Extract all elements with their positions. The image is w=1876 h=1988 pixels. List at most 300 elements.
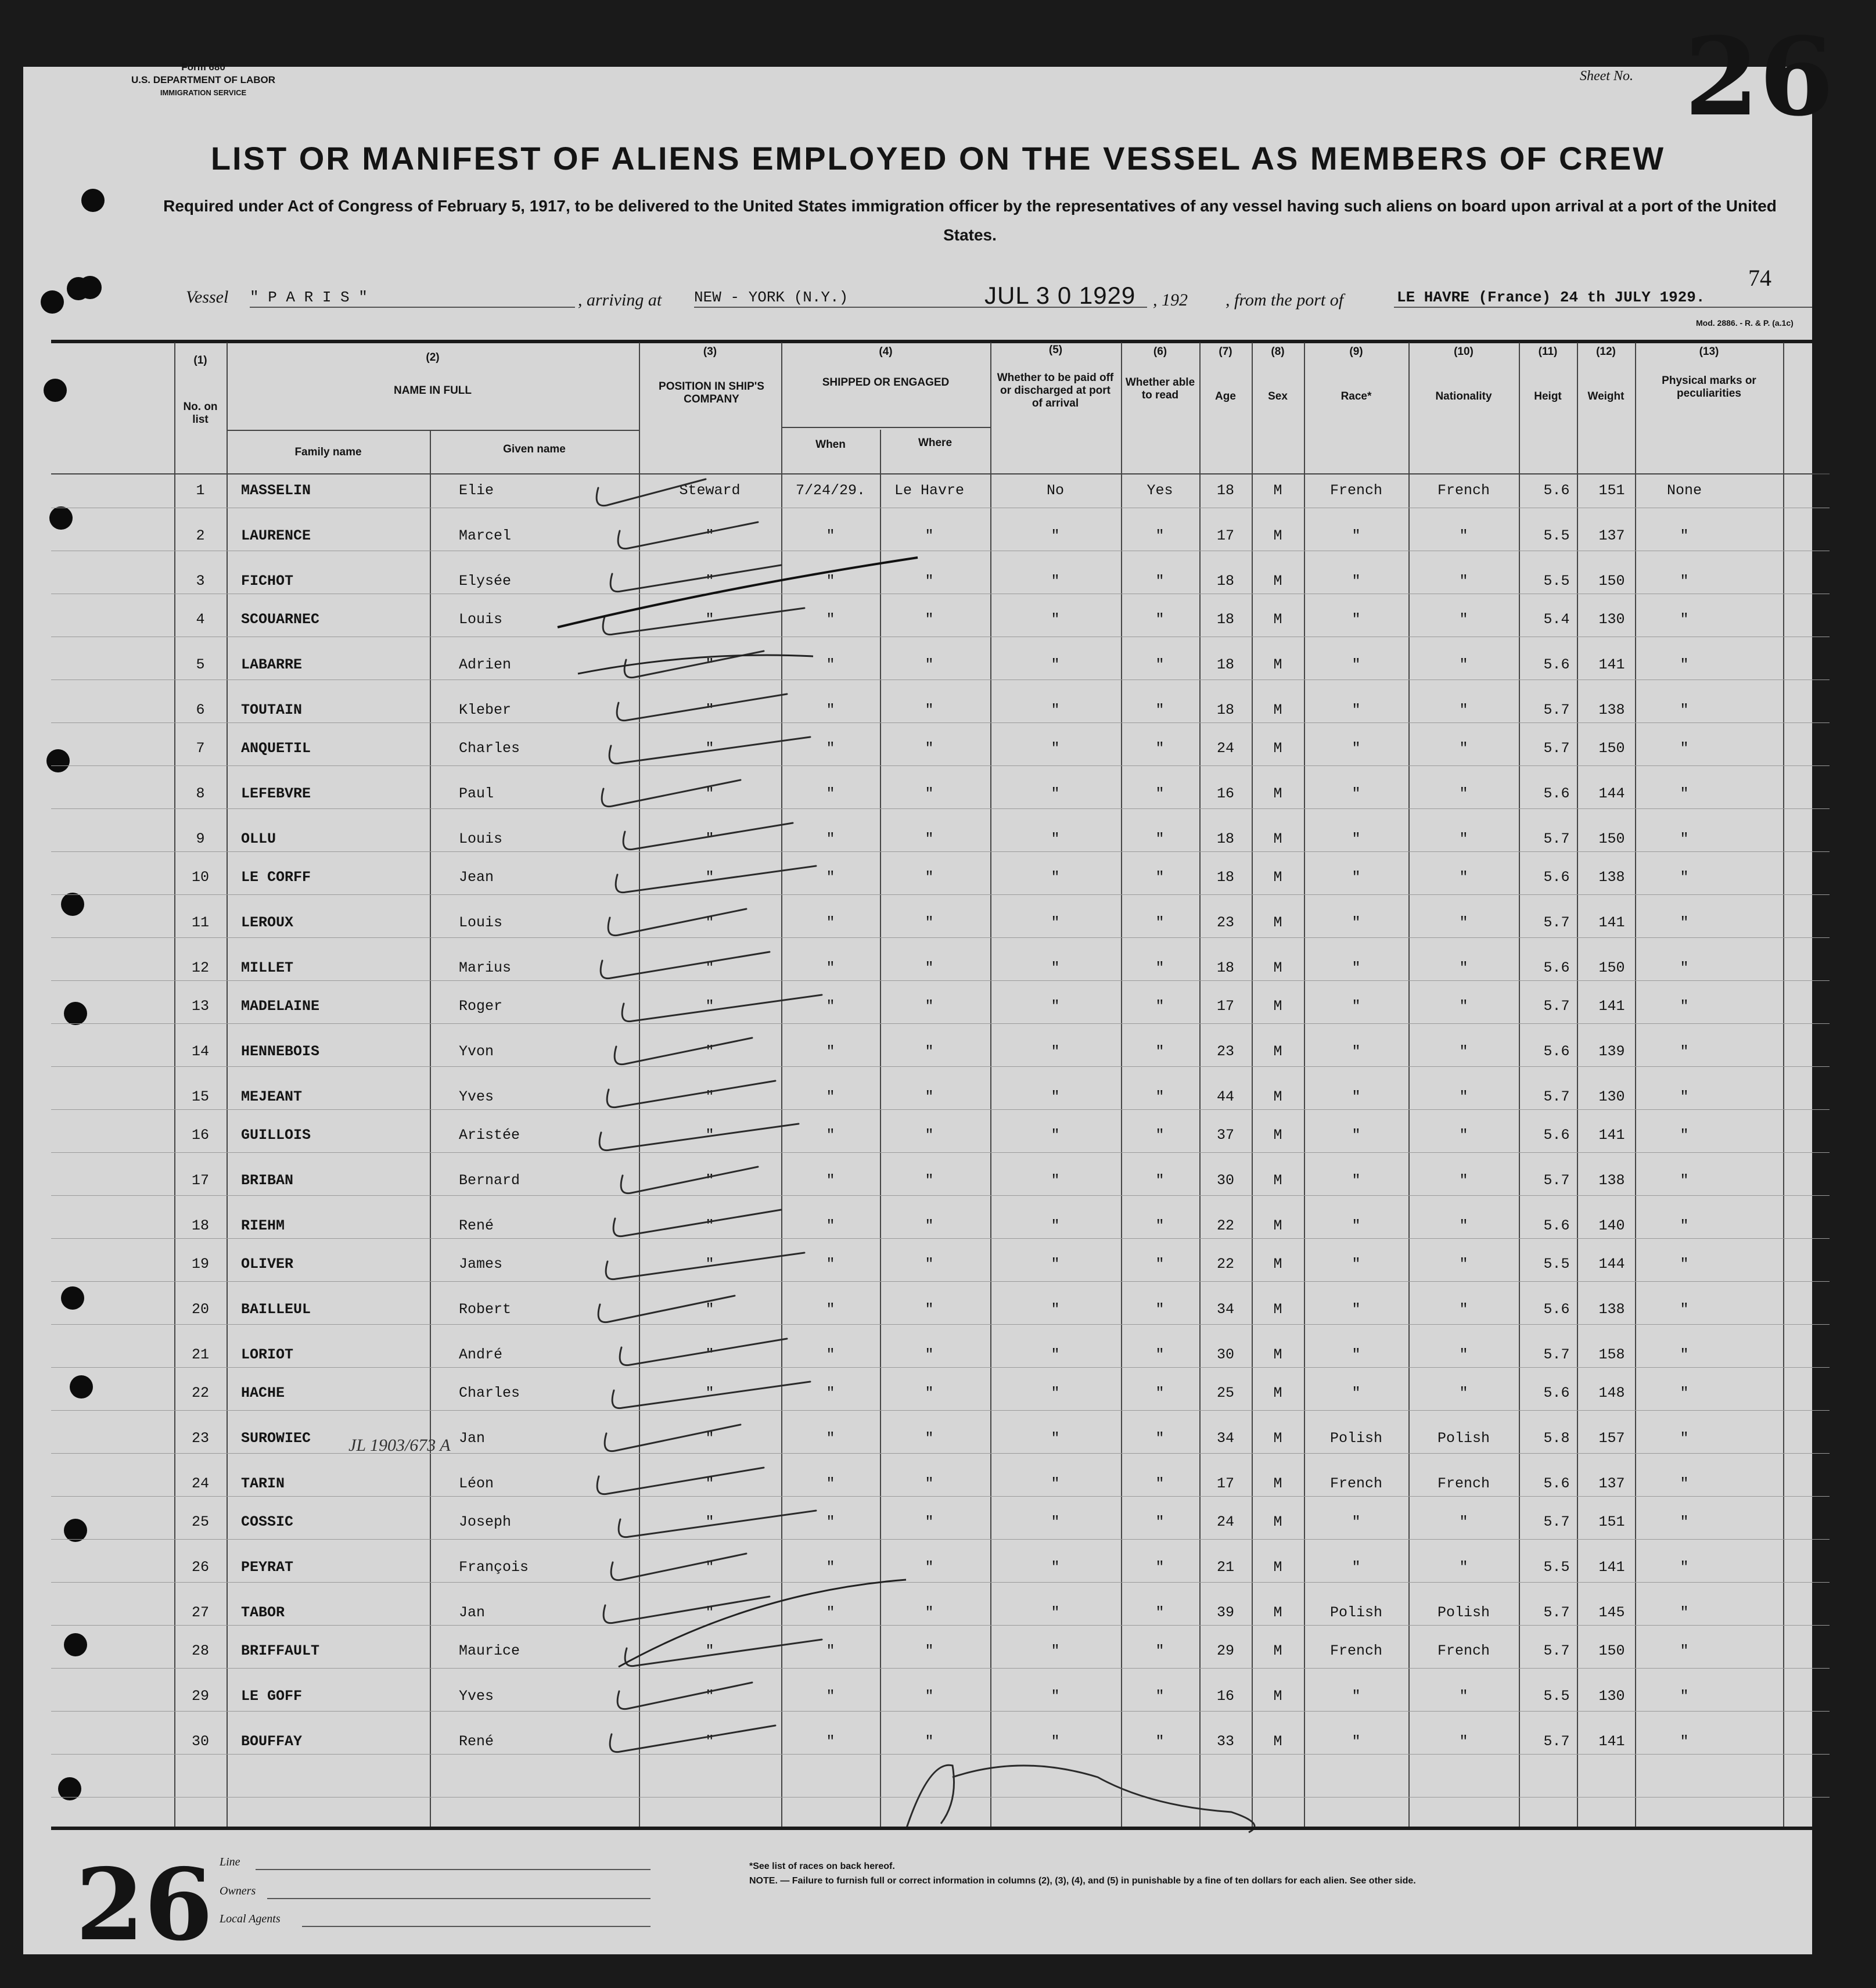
ditto-mark: " bbox=[1051, 1475, 1060, 1492]
cell-no: 24 bbox=[191, 1475, 209, 1492]
cell-race: Polish bbox=[1329, 1430, 1382, 1447]
ditto-mark: " bbox=[1459, 527, 1468, 544]
ditto-mark: " bbox=[1459, 1217, 1468, 1234]
arriving-label: , arriving at bbox=[578, 290, 662, 310]
ditto-mark: " bbox=[1459, 1688, 1468, 1705]
table-bottom-rule bbox=[51, 1827, 1830, 1830]
ditto-mark: " bbox=[826, 1217, 835, 1234]
ditto-mark: " bbox=[1352, 998, 1361, 1015]
cell-height: 5.6 bbox=[1543, 1385, 1570, 1401]
cell-sex: M bbox=[1273, 785, 1282, 802]
col-nationality-header: Nationality bbox=[1435, 390, 1492, 402]
cell-age: 30 bbox=[1216, 1346, 1234, 1363]
cell-height: 5.6 bbox=[1543, 1217, 1570, 1234]
cell-height: 5.7 bbox=[1543, 914, 1570, 931]
ditto-mark: " bbox=[1680, 1604, 1689, 1621]
ditto-mark: " bbox=[1051, 1346, 1060, 1363]
ditto-mark: " bbox=[1051, 1172, 1060, 1189]
ditto-mark: " bbox=[826, 1688, 835, 1705]
ditto-mark: " bbox=[925, 1475, 934, 1492]
cell-sex: M bbox=[1273, 482, 1282, 499]
cell-no: 3 bbox=[196, 573, 205, 589]
cell-family: OLLU bbox=[241, 831, 276, 847]
cell-age: 24 bbox=[1216, 1514, 1234, 1530]
cell-nationality: French bbox=[1437, 482, 1490, 499]
date-stamp: JUL 3 0 1929 bbox=[984, 282, 1136, 309]
cell-given: Yves bbox=[459, 1088, 494, 1105]
cell-height: 5.6 bbox=[1543, 1475, 1570, 1492]
ditto-mark: " bbox=[826, 1346, 835, 1363]
ditto-mark: " bbox=[1155, 831, 1165, 847]
cell-no: 15 bbox=[191, 1088, 209, 1105]
ditto-mark: " bbox=[925, 1559, 934, 1576]
cell-sex: M bbox=[1273, 1514, 1282, 1530]
cell-when: 7/24/29. bbox=[795, 482, 866, 499]
cell-given: André bbox=[459, 1346, 503, 1363]
ditto-mark: " bbox=[1155, 1559, 1165, 1576]
cell-family: MADELAINE bbox=[241, 998, 320, 1015]
cell-weight: 157 bbox=[1598, 1430, 1625, 1447]
cell-family: LEROUX bbox=[241, 914, 294, 931]
cell-sex: M bbox=[1273, 740, 1282, 757]
ditto-mark: " bbox=[925, 573, 934, 589]
cell-no: 21 bbox=[191, 1346, 209, 1363]
cell-age: 18 bbox=[1216, 482, 1234, 499]
ditto-mark: " bbox=[1680, 527, 1689, 544]
form-number: Form 680 bbox=[181, 62, 225, 73]
cell-height: 5.7 bbox=[1543, 1604, 1570, 1621]
cell-weight: 138 bbox=[1598, 702, 1625, 718]
col-position-header: POSITION IN SHIP'S COMPANY bbox=[659, 380, 764, 405]
handwritten-annotation: JL 1903/673 A bbox=[348, 1436, 451, 1455]
cell-no: 1 bbox=[196, 482, 205, 499]
cell-no: 2 bbox=[196, 527, 205, 544]
cell-age: 29 bbox=[1216, 1642, 1234, 1659]
cell-read: Yes bbox=[1147, 482, 1173, 499]
col-race-number: (9) bbox=[1349, 346, 1363, 358]
cell-given: Louis bbox=[459, 914, 503, 931]
cell-weight: 150 bbox=[1598, 831, 1625, 847]
cell-nationality: French bbox=[1437, 1475, 1490, 1492]
from-port: LE HAVRE (France) 24 th JULY 1929. bbox=[1397, 289, 1705, 306]
ditto-mark: " bbox=[1155, 1604, 1165, 1621]
ditto-mark: " bbox=[1155, 1688, 1165, 1705]
list-number: 74 bbox=[1748, 265, 1771, 291]
ditto-mark: " bbox=[1352, 1514, 1361, 1530]
ditto-mark: " bbox=[1155, 740, 1165, 757]
ditto-mark: " bbox=[1459, 998, 1468, 1015]
ditto-mark: " bbox=[1051, 656, 1060, 673]
cell-age: 18 bbox=[1216, 702, 1234, 718]
cell-sex: M bbox=[1273, 1733, 1282, 1750]
cell-weight: 141 bbox=[1598, 656, 1625, 673]
ditto-mark: " bbox=[1459, 656, 1468, 673]
col-paid-number: (5) bbox=[1048, 344, 1063, 356]
cell-age: 33 bbox=[1216, 1733, 1234, 1750]
cell-height: 5.7 bbox=[1543, 1514, 1570, 1530]
cell-no: 22 bbox=[191, 1385, 209, 1401]
ditto-mark: " bbox=[1051, 959, 1060, 976]
ditto-mark: " bbox=[1155, 1043, 1165, 1060]
ditto-mark: " bbox=[1352, 1088, 1361, 1105]
ditto-mark: " bbox=[1155, 1475, 1165, 1492]
ditto-mark: " bbox=[1051, 1043, 1060, 1060]
ditto-mark: " bbox=[925, 1688, 934, 1705]
cell-height: 5.6 bbox=[1543, 1301, 1570, 1318]
ditto-mark: " bbox=[705, 1172, 714, 1189]
ditto-mark: " bbox=[705, 1604, 714, 1621]
cell-sex: M bbox=[1273, 869, 1282, 886]
cell-sex: M bbox=[1273, 1346, 1282, 1363]
cell-given: Bernard bbox=[459, 1172, 520, 1189]
ditto-mark: " bbox=[925, 959, 934, 976]
col-given-header: Given name bbox=[503, 443, 566, 455]
cell-sex: M bbox=[1273, 1385, 1282, 1401]
ditto-mark: " bbox=[1680, 1559, 1689, 1576]
cell-family: RIEHM bbox=[241, 1217, 285, 1234]
cell-age: 17 bbox=[1216, 527, 1234, 544]
ditto-mark: " bbox=[1352, 1385, 1361, 1401]
ditto-mark: " bbox=[1051, 702, 1060, 718]
cell-family: GUILLOIS bbox=[241, 1127, 311, 1144]
cell-no: 30 bbox=[191, 1733, 209, 1750]
ditto-mark: " bbox=[1155, 914, 1165, 931]
cell-given: Joseph bbox=[459, 1514, 512, 1530]
cell-no: 6 bbox=[196, 702, 205, 718]
cell-sex: M bbox=[1273, 1043, 1282, 1060]
ditto-mark: " bbox=[826, 611, 835, 628]
ditto-mark: " bbox=[1051, 1514, 1060, 1530]
ditto-mark: " bbox=[1155, 611, 1165, 628]
ditto-mark: " bbox=[1051, 1430, 1060, 1447]
ditto-mark: " bbox=[826, 959, 835, 976]
ditto-mark: " bbox=[925, 785, 934, 802]
ditto-mark: " bbox=[1680, 1088, 1689, 1105]
cell-age: 30 bbox=[1216, 1172, 1234, 1189]
ditto-mark: " bbox=[1155, 998, 1165, 1015]
cell-sex: M bbox=[1273, 1688, 1282, 1705]
ditto-mark: " bbox=[1051, 869, 1060, 886]
ditto-mark: " bbox=[1352, 1217, 1361, 1234]
col-marks-number: (13) bbox=[1699, 346, 1719, 358]
cell-height: 5.6 bbox=[1543, 1043, 1570, 1060]
cell-height: 5.7 bbox=[1543, 1642, 1570, 1659]
ditto-mark: " bbox=[1459, 959, 1468, 976]
cell-weight: 137 bbox=[1598, 527, 1625, 544]
cell-given: Elysée bbox=[459, 573, 512, 589]
ditto-mark: " bbox=[925, 1604, 934, 1621]
cell-height: 5.6 bbox=[1543, 959, 1570, 976]
ditto-mark: " bbox=[1680, 1172, 1689, 1189]
cell-height: 5.7 bbox=[1543, 1088, 1570, 1105]
ditto-mark: " bbox=[1155, 573, 1165, 589]
ditto-mark: " bbox=[1680, 785, 1689, 802]
race-footnote: *See list of races on back hereof. bbox=[749, 1861, 895, 1871]
cell-given: Jean bbox=[459, 869, 494, 886]
ditto-mark: " bbox=[925, 1514, 934, 1530]
cell-family: LE CORFF bbox=[241, 869, 311, 886]
cell-weight: 148 bbox=[1598, 1385, 1625, 1401]
col-where-header: Where bbox=[918, 437, 953, 449]
ditto-mark: " bbox=[1352, 702, 1361, 718]
ditto-mark: " bbox=[1155, 656, 1165, 673]
cell-given: Marcel bbox=[459, 527, 512, 544]
ditto-mark: " bbox=[925, 1346, 934, 1363]
ditto-mark: " bbox=[1459, 1346, 1468, 1363]
ditto-mark: " bbox=[826, 1430, 835, 1447]
ditto-mark: " bbox=[705, 1514, 714, 1530]
department-name: U.S. DEPARTMENT OF LABOR bbox=[131, 74, 276, 85]
cell-sex: M bbox=[1273, 1559, 1282, 1576]
cell-given: Charles bbox=[459, 1385, 520, 1401]
ditto-mark: " bbox=[826, 1385, 835, 1401]
ditto-mark: " bbox=[1051, 1688, 1060, 1705]
ditto-mark: " bbox=[925, 611, 934, 628]
ditto-mark: " bbox=[1459, 573, 1468, 589]
cell-height: 5.6 bbox=[1543, 482, 1570, 499]
ditto-mark: " bbox=[826, 785, 835, 802]
cell-no: 11 bbox=[191, 914, 209, 931]
ditto-mark: " bbox=[1051, 1217, 1060, 1234]
cell-given: Maurice bbox=[459, 1642, 520, 1659]
ditto-mark: " bbox=[1051, 1642, 1060, 1659]
cell-weight: 130 bbox=[1598, 1688, 1625, 1705]
ditto-mark: " bbox=[705, 831, 714, 847]
cell-family: LABARRE bbox=[241, 656, 303, 673]
cell-given: Charles bbox=[459, 740, 520, 757]
cell-no: 10 bbox=[191, 869, 209, 886]
ditto-mark: " bbox=[1155, 869, 1165, 886]
ditto-mark: " bbox=[826, 573, 835, 589]
ditto-mark: " bbox=[925, 740, 934, 757]
cell-weight: 144 bbox=[1598, 1256, 1625, 1272]
cell-height: 5.6 bbox=[1543, 869, 1570, 886]
cell-weight: 150 bbox=[1598, 573, 1625, 589]
ditto-mark: " bbox=[925, 1172, 934, 1189]
cell-no: 18 bbox=[191, 1217, 209, 1234]
cell-height: 5.7 bbox=[1543, 1733, 1570, 1750]
ditto-mark: " bbox=[705, 1430, 714, 1447]
cell-weight: 140 bbox=[1598, 1217, 1625, 1234]
ditto-mark: " bbox=[925, 869, 934, 886]
local-agents-label: Local Agents bbox=[220, 1912, 281, 1925]
ditto-mark: " bbox=[826, 1127, 835, 1144]
cell-given: Yves bbox=[459, 1688, 494, 1705]
col-family-header: Family name bbox=[294, 446, 362, 458]
ditto-mark: " bbox=[1352, 1559, 1361, 1576]
ditto-mark: " bbox=[826, 1043, 835, 1060]
col-shipped-header: SHIPPED OR ENGAGED bbox=[822, 376, 950, 389]
cell-age: 21 bbox=[1216, 1559, 1234, 1576]
ditto-mark: " bbox=[705, 959, 714, 976]
cell-height: 5.5 bbox=[1543, 1688, 1570, 1705]
ditto-mark: " bbox=[1680, 1127, 1689, 1144]
col-marks-header: Physical marks or peculiarities bbox=[1662, 375, 1756, 400]
ditto-mark: " bbox=[1051, 998, 1060, 1015]
cell-no: 27 bbox=[191, 1604, 209, 1621]
cell-no: 23 bbox=[191, 1430, 209, 1447]
cell-family: MEJEANT bbox=[241, 1088, 303, 1105]
ditto-mark: " bbox=[925, 1043, 934, 1060]
cell-marks: None bbox=[1666, 482, 1702, 499]
ditto-mark: " bbox=[1459, 831, 1468, 847]
cell-given: François bbox=[459, 1559, 529, 1576]
cell-where: Le Havre bbox=[894, 482, 965, 499]
ditto-mark: " bbox=[1352, 1688, 1361, 1705]
cell-age: 18 bbox=[1216, 869, 1234, 886]
ditto-mark: " bbox=[925, 1088, 934, 1105]
cell-given: Léon bbox=[459, 1475, 494, 1492]
ditto-mark: " bbox=[1352, 785, 1361, 802]
cell-given: René bbox=[459, 1217, 494, 1234]
ditto-mark: " bbox=[1155, 1256, 1165, 1272]
cell-age: 25 bbox=[1216, 1385, 1234, 1401]
cell-family: BAILLEUL bbox=[241, 1301, 311, 1318]
cell-nationality: French bbox=[1437, 1642, 1490, 1659]
col-paid-header: Whether to be paid off or discharged at port of arrival bbox=[997, 372, 1114, 409]
cell-weight: 141 bbox=[1598, 998, 1625, 1015]
cell-weight: 158 bbox=[1598, 1346, 1625, 1363]
ditto-mark: " bbox=[925, 527, 934, 544]
ditto-mark: " bbox=[1459, 702, 1468, 718]
cell-family: BRIFFAULT bbox=[241, 1642, 320, 1659]
cell-family: TABOR bbox=[241, 1604, 285, 1621]
ditto-mark: " bbox=[705, 1688, 714, 1705]
ditto-mark: " bbox=[1051, 1301, 1060, 1318]
ditto-mark: " bbox=[705, 1642, 714, 1659]
year-label: , 192 bbox=[1153, 290, 1188, 310]
cell-height: 5.7 bbox=[1543, 1172, 1570, 1189]
ditto-mark: " bbox=[705, 656, 714, 673]
ditto-mark: " bbox=[705, 1346, 714, 1363]
cell-weight: 138 bbox=[1598, 869, 1625, 886]
cell-family: HENNEBOIS bbox=[241, 1043, 320, 1060]
ditto-mark: " bbox=[1051, 611, 1060, 628]
cell-sex: M bbox=[1273, 1127, 1282, 1144]
ditto-mark: " bbox=[1680, 1346, 1689, 1363]
col-race-header: Race* bbox=[1340, 390, 1372, 402]
ditto-mark: " bbox=[1459, 1256, 1468, 1272]
ditto-mark: " bbox=[1680, 998, 1689, 1015]
cell-family: SCOUARNEC bbox=[241, 611, 320, 628]
page-title: LIST OR MANIFEST OF ALIENS EMPLOYED ON THE VESSEL AS MEMBERS OF CREW bbox=[210, 140, 1666, 177]
col-read-header: Whether able to read bbox=[1125, 376, 1195, 401]
ditto-mark: " bbox=[1459, 1172, 1468, 1189]
ditto-mark: " bbox=[1680, 656, 1689, 673]
cell-no: 8 bbox=[196, 785, 205, 802]
cell-age: 17 bbox=[1216, 1475, 1234, 1492]
ditto-mark: " bbox=[925, 1430, 934, 1447]
ditto-mark: " bbox=[1680, 1043, 1689, 1060]
ditto-mark: " bbox=[826, 702, 835, 718]
ditto-mark: " bbox=[1155, 785, 1165, 802]
ditto-mark: " bbox=[925, 1127, 934, 1144]
cell-height: 5.6 bbox=[1543, 656, 1570, 673]
cell-family: TOUTAIN bbox=[241, 702, 303, 718]
ditto-mark: " bbox=[705, 740, 714, 757]
cell-no: 12 bbox=[191, 959, 209, 976]
cell-sex: M bbox=[1273, 959, 1282, 976]
ditto-mark: " bbox=[705, 914, 714, 931]
owners-label: Owners bbox=[220, 1885, 256, 1897]
cell-family: LE GOFF bbox=[241, 1688, 303, 1705]
cell-no: 19 bbox=[191, 1256, 209, 1272]
cell-given: Jan bbox=[459, 1604, 486, 1621]
cell-family: ANQUETIL bbox=[241, 740, 311, 757]
vessel-name: " P A R I S " bbox=[250, 289, 368, 306]
col-no-header: No. on list bbox=[183, 401, 218, 426]
cell-weight: 150 bbox=[1598, 959, 1625, 976]
cell-no: 9 bbox=[196, 831, 205, 847]
ditto-mark: " bbox=[1051, 1604, 1060, 1621]
ditto-mark: " bbox=[705, 1127, 714, 1144]
ditto-mark: " bbox=[1352, 1127, 1361, 1144]
cell-age: 18 bbox=[1216, 831, 1234, 847]
cell-no: 5 bbox=[196, 656, 205, 673]
cell-height: 5.7 bbox=[1543, 998, 1570, 1015]
ditto-mark: " bbox=[826, 1733, 835, 1750]
cell-no: 26 bbox=[191, 1559, 209, 1576]
ditto-mark: " bbox=[1352, 1172, 1361, 1189]
cell-age: 34 bbox=[1216, 1301, 1234, 1318]
ditto-mark: " bbox=[826, 1559, 835, 1576]
cell-age: 22 bbox=[1216, 1217, 1234, 1234]
ditto-mark: " bbox=[925, 1385, 934, 1401]
cell-age: 18 bbox=[1216, 611, 1234, 628]
ditto-mark: " bbox=[705, 1385, 714, 1401]
ditto-mark: " bbox=[1459, 1301, 1468, 1318]
cell-height: 5.5 bbox=[1543, 1256, 1570, 1272]
cell-weight: 145 bbox=[1598, 1604, 1625, 1621]
ditto-mark: " bbox=[826, 1514, 835, 1530]
ditto-mark: " bbox=[1680, 1301, 1689, 1318]
cell-given: Elie bbox=[459, 482, 494, 499]
ditto-mark: " bbox=[1352, 1043, 1361, 1060]
ditto-mark: " bbox=[1352, 1346, 1361, 1363]
ditto-mark: " bbox=[1352, 527, 1361, 544]
cell-no: 28 bbox=[191, 1642, 209, 1659]
col-nationality-number: (10) bbox=[1454, 346, 1474, 358]
ditto-mark: " bbox=[1459, 914, 1468, 931]
cell-family: BOUFFAY bbox=[241, 1733, 303, 1750]
ditto-mark: " bbox=[1680, 573, 1689, 589]
cell-height: 5.8 bbox=[1543, 1430, 1570, 1447]
cell-weight: 141 bbox=[1598, 1559, 1625, 1576]
cell-race: Polish bbox=[1329, 1604, 1382, 1621]
cell-given: Roger bbox=[459, 998, 503, 1015]
cell-age: 24 bbox=[1216, 740, 1234, 757]
ditto-mark: " bbox=[1352, 1733, 1361, 1750]
ditto-mark: " bbox=[826, 1256, 835, 1272]
arriving-port: NEW - YORK (N.Y.) bbox=[694, 289, 849, 306]
ditto-mark: " bbox=[705, 1217, 714, 1234]
cell-sex: M bbox=[1273, 527, 1282, 544]
cell-sex: M bbox=[1273, 1642, 1282, 1659]
cell-weight: 151 bbox=[1598, 1514, 1625, 1530]
cell-family: OLIVER bbox=[241, 1256, 294, 1272]
cell-height: 5.7 bbox=[1543, 740, 1570, 757]
cell-age: 39 bbox=[1216, 1604, 1234, 1621]
cell-given: Robert bbox=[459, 1301, 512, 1318]
ditto-mark: " bbox=[1680, 914, 1689, 931]
page-subtitle: Required under Act of Congress of February 5, 1917, to be delivered to the United States immigration officer by the representatives of any vessel having such aliens on board upon arrival at a port of the United States. bbox=[163, 197, 1777, 244]
ditto-mark: " bbox=[1051, 1733, 1060, 1750]
cell-age: 18 bbox=[1216, 573, 1234, 589]
cell-family: TARIN bbox=[241, 1475, 285, 1492]
footer-sheet-number: 26 bbox=[76, 1847, 213, 1963]
cell-race: French bbox=[1329, 1642, 1382, 1659]
col-name-header: NAME IN FULL bbox=[393, 384, 472, 397]
